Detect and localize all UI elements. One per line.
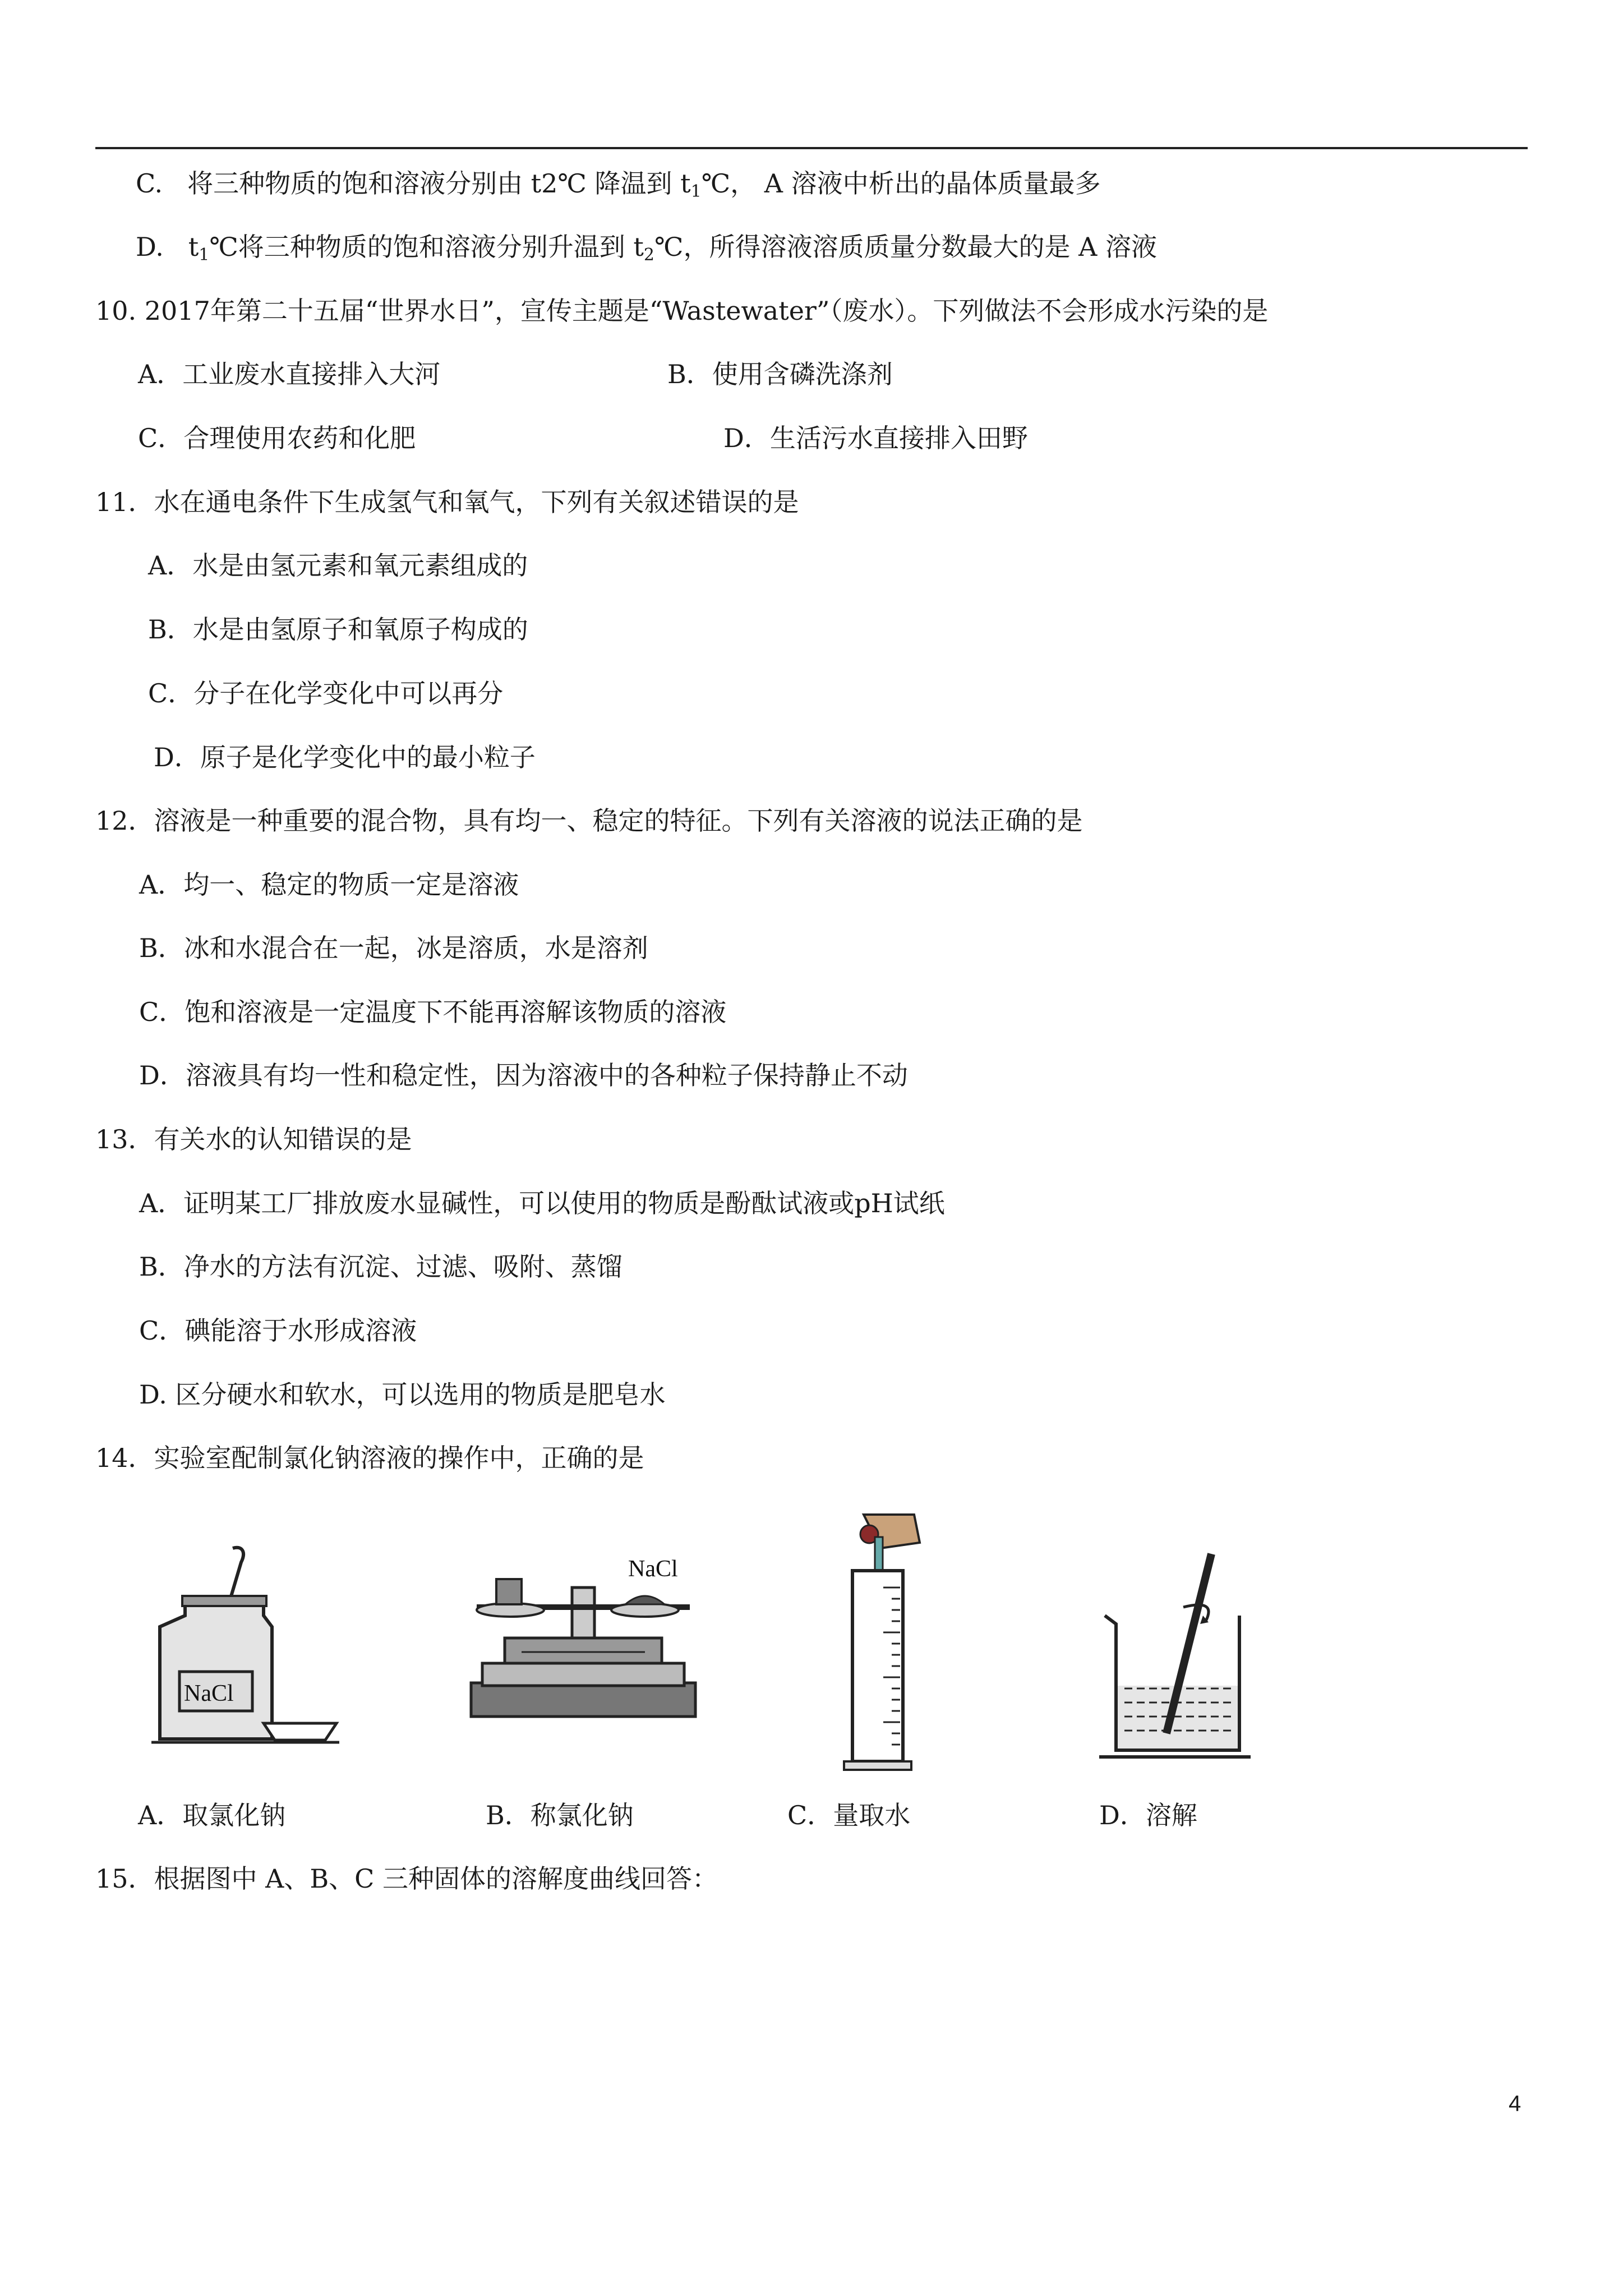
q9-option-d-text: t [188,232,199,262]
q14-caption-d: D．溶解 [1099,1800,1197,1830]
dropper-icon [860,1515,920,1576]
q12-option-c: C．饱和溶液是一定温度下不能再溶解该物质的溶液 [139,997,727,1027]
q10-option-a: A．工业废水直接排入大河 [138,359,441,389]
q12-option-a: A．均一、稳定的物质一定是溶液 [139,869,519,900]
balance-icon [471,1579,695,1717]
q12-option-b: B．冰和水混合在一起，冰是溶质，水是溶剂 [139,933,648,963]
subscript: 1 [199,245,210,265]
q15-stem: 15．根据图中 A、B、C 三种固体的溶解度曲线回答： [95,1864,718,1894]
subscript: 1 [690,182,702,201]
graduated-cylinder-icon [844,1571,911,1770]
q14-stem: 14．实验室配制氯化钠溶液的操作中，正确的是 [95,1443,644,1473]
q9-option-c-prefix: C. [136,168,163,199]
figure-dissolve [1099,1548,1267,1773]
q13-option-c: C．碘能溶于水形成溶液 [139,1315,417,1346]
page-number: 4 [1509,2091,1521,2116]
reagent-bottle-icon [160,1596,272,1739]
figure-measure-water [830,1509,942,1778]
q13-option-a: A．证明某工厂排放废水显碱性，可以使用的物质是酚酞试液或pH试纸 [139,1188,945,1218]
figure-take-nacl [151,1537,342,1750]
figure-weigh-nacl [465,1554,701,1733]
subscript: 2 [643,245,655,265]
q14-caption-a: A．取氯化钠 [138,1800,286,1830]
q10-option-d: D．生活污水直接排入田野 [723,423,1028,453]
q11-option-d: D．原子是化学变化中的最小粒子 [154,742,536,772]
q10-option-c: C．合理使用农药和化肥 [138,423,416,453]
q11-stem: 11．水在通电条件下生成氢气和氧气，下列有关叙述错误的是 [95,487,799,517]
q9-option-d-text-mid: ℃将三种物质的饱和溶液分别升温到 t [209,232,644,262]
q13-stem: 13．有关水的认知错误的是 [95,1124,412,1154]
q10-stem: 10. 2017年第二十五届“世界水日”，宣传主题是“Wastewater”（废水）。下列做法不会形成水污染的是 [95,296,1269,326]
header-rule [95,147,1528,149]
q9-option-d-prefix: D. [136,232,164,262]
q11-option-b: B．水是由氢原子和氧原子构成的 [148,614,528,645]
q9-option-c [136,167,1101,209]
q9-option-d-text-tail: ℃，所得溶液溶质质量分数最大的是 A 溶液 [654,232,1157,262]
q13-option-d: D. 区分硬水和软水，可以选用的物质是肥皂水 [139,1379,666,1410]
balance-label: NaCl [628,1556,678,1582]
q10-option-b: B．使用含磷洗涤剂 [667,359,893,389]
q12-option-d: D．溶液具有均一性和稳定性，因为溶液中的各种粒子保持静止不动 [139,1060,908,1091]
q9-option-c-text-tail: ℃， A 溶液中析出的晶体质量最多 [701,168,1101,199]
q14-caption-b: B．称氯化钠 [486,1800,634,1830]
q14-caption-c: C．量取水 [787,1800,911,1830]
q12-stem: 12．溶液是一种重要的混合物，具有均一、稳定的特征。下列有关溶液的说法正确的是 [95,806,1083,836]
q13-option-b: B．净水的方法有沉淀、过滤、吸附、蒸馏 [139,1251,623,1282]
q11-option-a: A．水是由氢元素和氧元素组成的 [148,550,528,581]
q9-option-d [136,230,1157,272]
bottle-label: NaCl [184,1681,234,1706]
q11-option-c: C．分子在化学变化中可以再分 [148,678,504,708]
q9-option-c-text: 将三种物质的饱和溶液分别由 t2℃ 降温到 t [187,168,691,199]
